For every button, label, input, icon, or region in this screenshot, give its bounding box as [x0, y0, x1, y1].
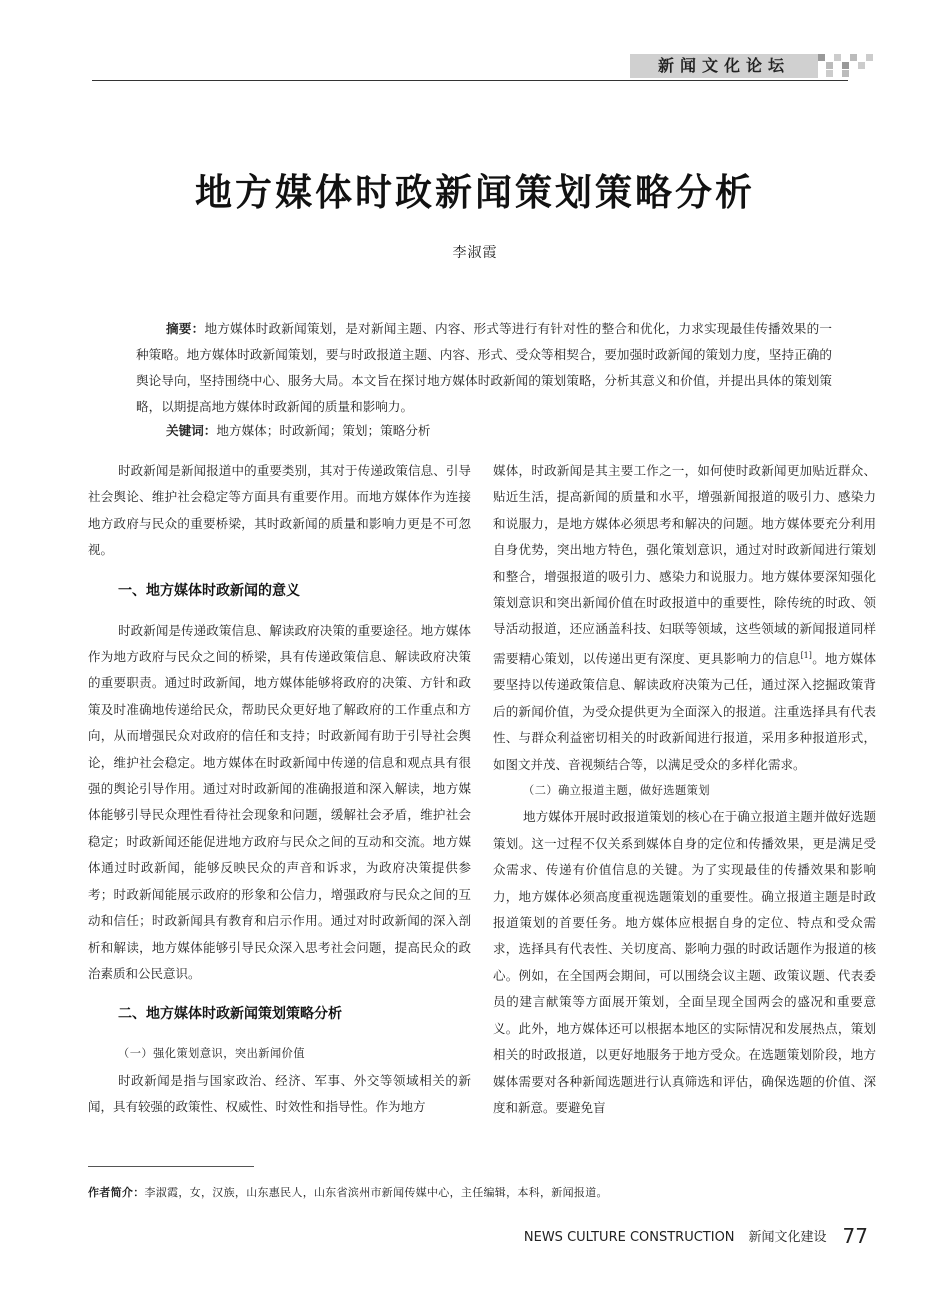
section-heading-1: 一、地方媒体时政新闻的意义 [118, 582, 300, 599]
subheading-2-1: （一）强化策划意识，突出新闻价值 [118, 1047, 306, 1061]
intro-paragraph: 时政新闻是新闻报道中的重要类别，其对于传递政策信息、引导社会舆论、维护社会稳定等方面具有重要作用。而地方媒体作为连接地方政府与民众的重要桥梁，其时政新闻的质量和影响力更是不可忽视。 [88, 463, 471, 558]
keywords-text: 地方媒体；时政新闻；策划；策略分析 [216, 423, 431, 438]
subheading-2-2: （二）确立报道主题，做好选题策划 [523, 784, 711, 798]
strategy-text-b: 。地方媒体要坚持以传递政策信息、解读政府决策为己任，通过深入挖掘政策背后的新闻价值，为受众提供更为全面深入的报道。注重选择具有代表性、与群众利益密切相关的时政新闻进行报道，采用多种报道形式，如图文并茂、音视频结合等，以满足受众的多样化需求。 [493, 651, 876, 772]
significance-paragraph: 时政新闻是传递政策信息、解读政府决策的重要途径。地方媒体作为地方政府与民众之间的桥梁，具有传递政策信息、解读政府决策的重要职责。通过时政新闻，地方媒体能够将政府的决策、方针和政策及时准确地传递给民众，帮助民众更好地了解政府的工作重点和方向，从而增强民众对政府的信任和支持；时政新闻有助于引导社会舆论，维护社会稳定。地方媒体在时政新闻中传递的信息和观点具有很强的舆论引导作用。通过对时政新闻的准确报道和深入解读，地方媒体能够引导民众理性看待社会现象和问题，缓解社会矛盾，维护社会稳定；时政新闻还能促进地方政府与民众之间的互动和交流。地方媒体通过时政新闻，能够反映民众的声音和诉求，为政府决策提供参考；时政新闻能展示政府的形象和公信力，增强政府与民众之间的互动和信任；时政新闻具有教育和启示作用。通过对时政新闻的深入剖析和解读，地方媒体能够引导民众深入思考社会问题，提高民众的政治素质和公民意识。 [88, 622, 471, 981]
author-note [88, 1184, 608, 1200]
author-note-label: 作者简介： [88, 1186, 145, 1199]
keywords [166, 418, 430, 444]
strategy-paragraph-start: 时政新闻是指与国家政治、经济、军事、外交等领域相关的新闻，具有较强的政策性、权威性、时效性和指导性。作为地方 [88, 1072, 471, 1115]
keywords-label: 关键词： [166, 423, 217, 438]
reference-marker: [1] [800, 650, 812, 660]
strategy-paragraph-continued [493, 458, 876, 778]
abstract [136, 316, 832, 420]
header-rule [92, 80, 848, 81]
section-badge: 新闻文化论坛 [630, 54, 818, 78]
journal-name-en: NEWS CULTURE CONSTRUCTION [523, 1230, 735, 1245]
abstract-label: 摘要： [166, 321, 205, 336]
page-footer [524, 1224, 868, 1248]
page-number: 77 [842, 1224, 868, 1248]
topic-paragraph: 地方媒体开展时政报道策划的核心在于确立报道主题并做好选题策划。这一过程不仅关系到媒体自身的定位和传播效果，更是满足受众需求、传递有价值信息的关键。为了实现最佳的传播效果和影响力，地方媒体必须高度重视选题策划的重要性。确立报道主题是时政报道策划的首要任务。地方媒体应根据自身的定位、特点和受众需求，选择具有代表性、关切度高、影响力强的时政话题作为报道的核心。例如，在全国两会期间，可以围绕会议主题、政策议题、代表委员的建言献策等方面展开策划，全面呈现全国两会的盛况和重要意义。此外，地方媒体还可以根据本地区的实际情况和发展热点，策划相关的时政报道，以更好地服务于地方受众。在选题策划阶段，地方媒体需要对各种新闻选题进行认真筛选和评估，确保选题的价值、深度和新意。要避免盲 [493, 809, 876, 1115]
abstract-text: 地方媒体时政新闻策划，是对新闻主题、内容、形式等进行有针对性的整合和优化，力求实现最佳传播效果的一种策略。地方媒体时政新闻策划，要与时政报道主题、内容、形式、受众等相契合，要加强时政新闻的策划力度，坚持正确的舆论导向，坚持围绕中心、服务大局。本文旨在探讨地方媒体时政新闻的策划策略，分析其意义和价值，并提出具体的策划策略，以期提高地方媒体时政新闻的质量和影响力。 [136, 321, 833, 414]
decorative-pixel-pattern [818, 54, 878, 78]
journal-name-cn: 新闻文化建设 [748, 1230, 827, 1245]
article-title: 地方媒体时政新闻策划策略分析 [195, 171, 755, 214]
footnote-rule [88, 1166, 254, 1167]
left-column [88, 458, 471, 1121]
author-note-text: 李淑霞，女，汉族，山东惠民人，山东省滨州市新闻传媒中心，主任编辑，本科，新闻报道。 [144, 1186, 608, 1199]
section-heading-2: 二、地方媒体时政新闻策划策略分析 [118, 1006, 342, 1023]
strategy-text-a: 媒体，时政新闻是其主要工作之一，如何使时政新闻更加贴近群众、贴近生活，提高新闻的质量和水平，增强新闻报道的吸引力、感染力和说服力，是地方媒体必须思考和解决的问题。地方媒体要充分利用自身优势，突出地方特色，强化策划意识，通过对时政新闻进行策划和整合，增强报道的吸引力、感染力和说服力。地方媒体要深知强化策划意识和突出新闻价值在时政报道中的重要性，除传统的时政、领导活动报道，还应涵盖科技、妇联等领域，这些领域的新闻报道同样需要精心策划，以传递出更有深度、更具影响力的信息 [493, 463, 876, 666]
article-author: 李淑霞 [452, 245, 498, 261]
right-column [493, 458, 876, 1121]
